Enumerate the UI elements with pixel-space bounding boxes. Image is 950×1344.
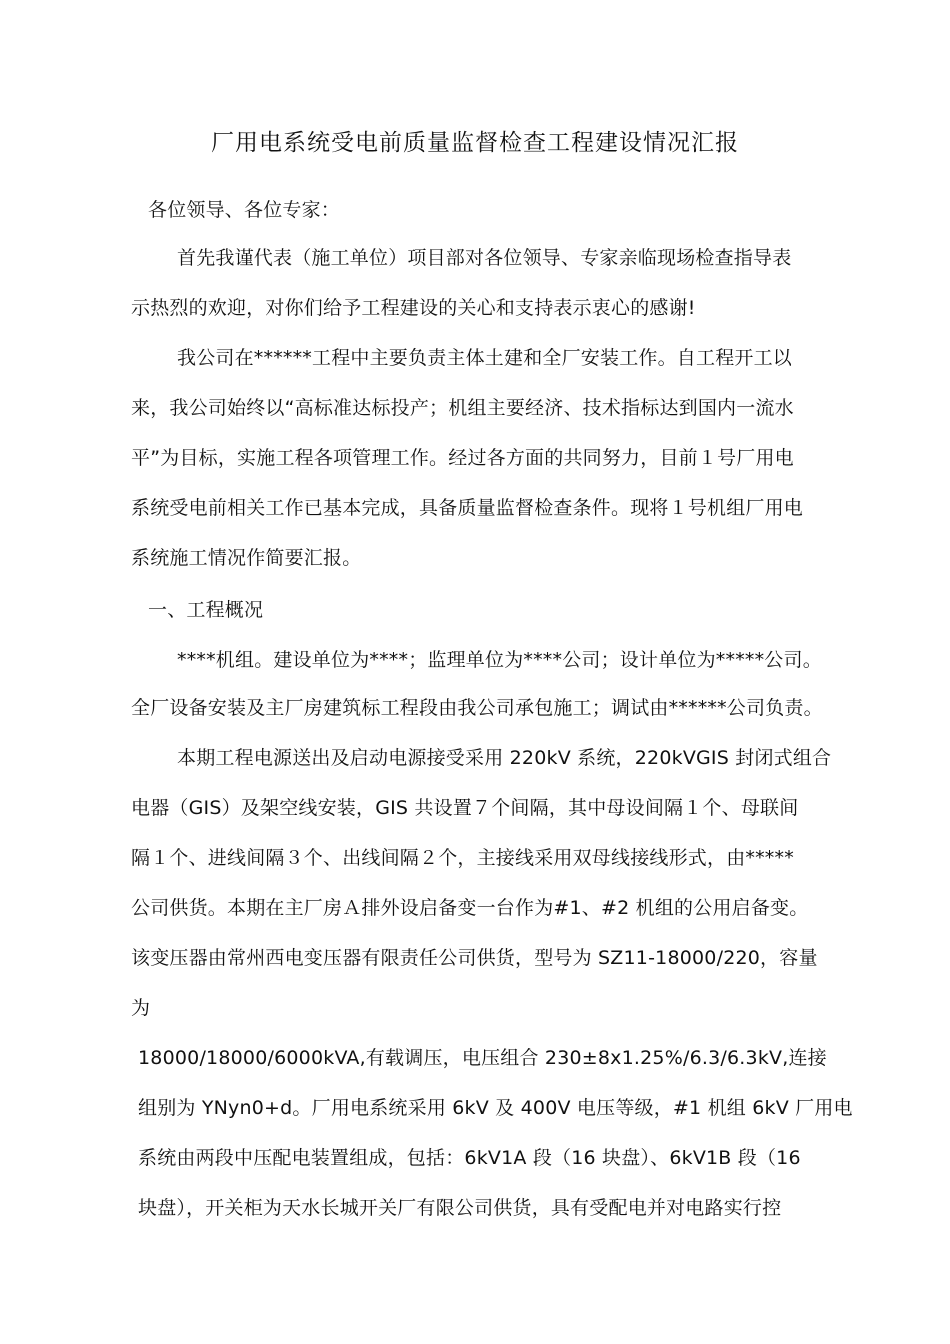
paragraph-4-line-4: 公司供货。本期在主厂房Ａ排外设启备变一台作为#1、#2 机组的公用启备变。	[131, 897, 809, 919]
paragraph-4-line-3: 隔１个、进线间隔３个、出线间隔２个，主接线采用双母线接线形式，由*****	[131, 847, 794, 869]
document-title: 厂用电系统受电前质量监督检查工程建设情况汇报	[211, 130, 739, 156]
paragraph-2-line-2: 来，我公司始终以“高标准达标投产；机组主要经济、技术指标达到国内一流水	[131, 397, 794, 419]
paragraph-2-line-4: 系统受电前相关工作已基本完成，具备质量监督检查条件。现将１号机组厂用电	[131, 497, 804, 519]
paragraph-2-line-3: 平”为目标，实施工程各项管理工作。经过各方面的共同努力，目前１号厂用电	[131, 447, 794, 469]
paragraph-5-line-3: 系统由两段中压配电装置组成，包括：6kV1A 段（16 块盘）、6kV1B 段（16	[138, 1147, 801, 1169]
paragraph-4-line-1: 本期工程电源送出及启动电源接受采用 220kV 系统，220kVGIS 封闭式组合	[177, 747, 832, 769]
paragraph-2-line-1: 我公司在******工程中主要负责主体土建和全厂安装工作。自工程开工以	[177, 347, 793, 369]
section-1-heading: 一、工程概况	[148, 599, 264, 621]
paragraph-5-line-4: 块盘），开关柜为天水长城开关厂有限公司供货，具有受配电并对电路实行控	[138, 1197, 782, 1219]
paragraph-4-line-6: 为	[131, 997, 151, 1019]
paragraph-2-line-5: 系统施工情况作简要汇报。	[131, 547, 362, 569]
greeting: 各位领导、各位专家：	[148, 199, 341, 221]
paragraph-3-line-2: 全厂设备安装及主厂房建筑标工程段由我公司承包施工；调试由******公司负责。	[131, 697, 823, 719]
paragraph-5-line-2: 组别为 YNyn0+d。厂用电系统采用 6kV 及 400V 电压等级，#1 机组 6kV 厂用电	[138, 1097, 853, 1119]
paragraph-3-line-1: ****机组。建设单位为****；监理单位为****公司；设计单位为*****公司。	[177, 649, 822, 671]
paragraph-5-line-1: 18000/18000/6000kVA,有载调压，电压组合 230±8x1.25%/6.3/6.3kV,连接	[138, 1047, 827, 1069]
paragraph-4-line-2: 电器（GIS）及架空线安装，GIS 共设置７个间隔，其中母设间隔１个、母联间	[131, 797, 799, 819]
paragraph-1-line-1: 首先我谨代表（施工单位）项目部对各位领导、专家亲临现场检查指导表	[177, 247, 792, 269]
paragraph-1-line-2: 示热烈的欢迎，对你们给予工程建设的关心和支持表示衷心的感谢!	[131, 297, 696, 319]
paragraph-4-line-5: 该变压器由常州西电变压器有限责任公司供货，型号为 SZ11-18000/220，容量	[131, 947, 818, 969]
